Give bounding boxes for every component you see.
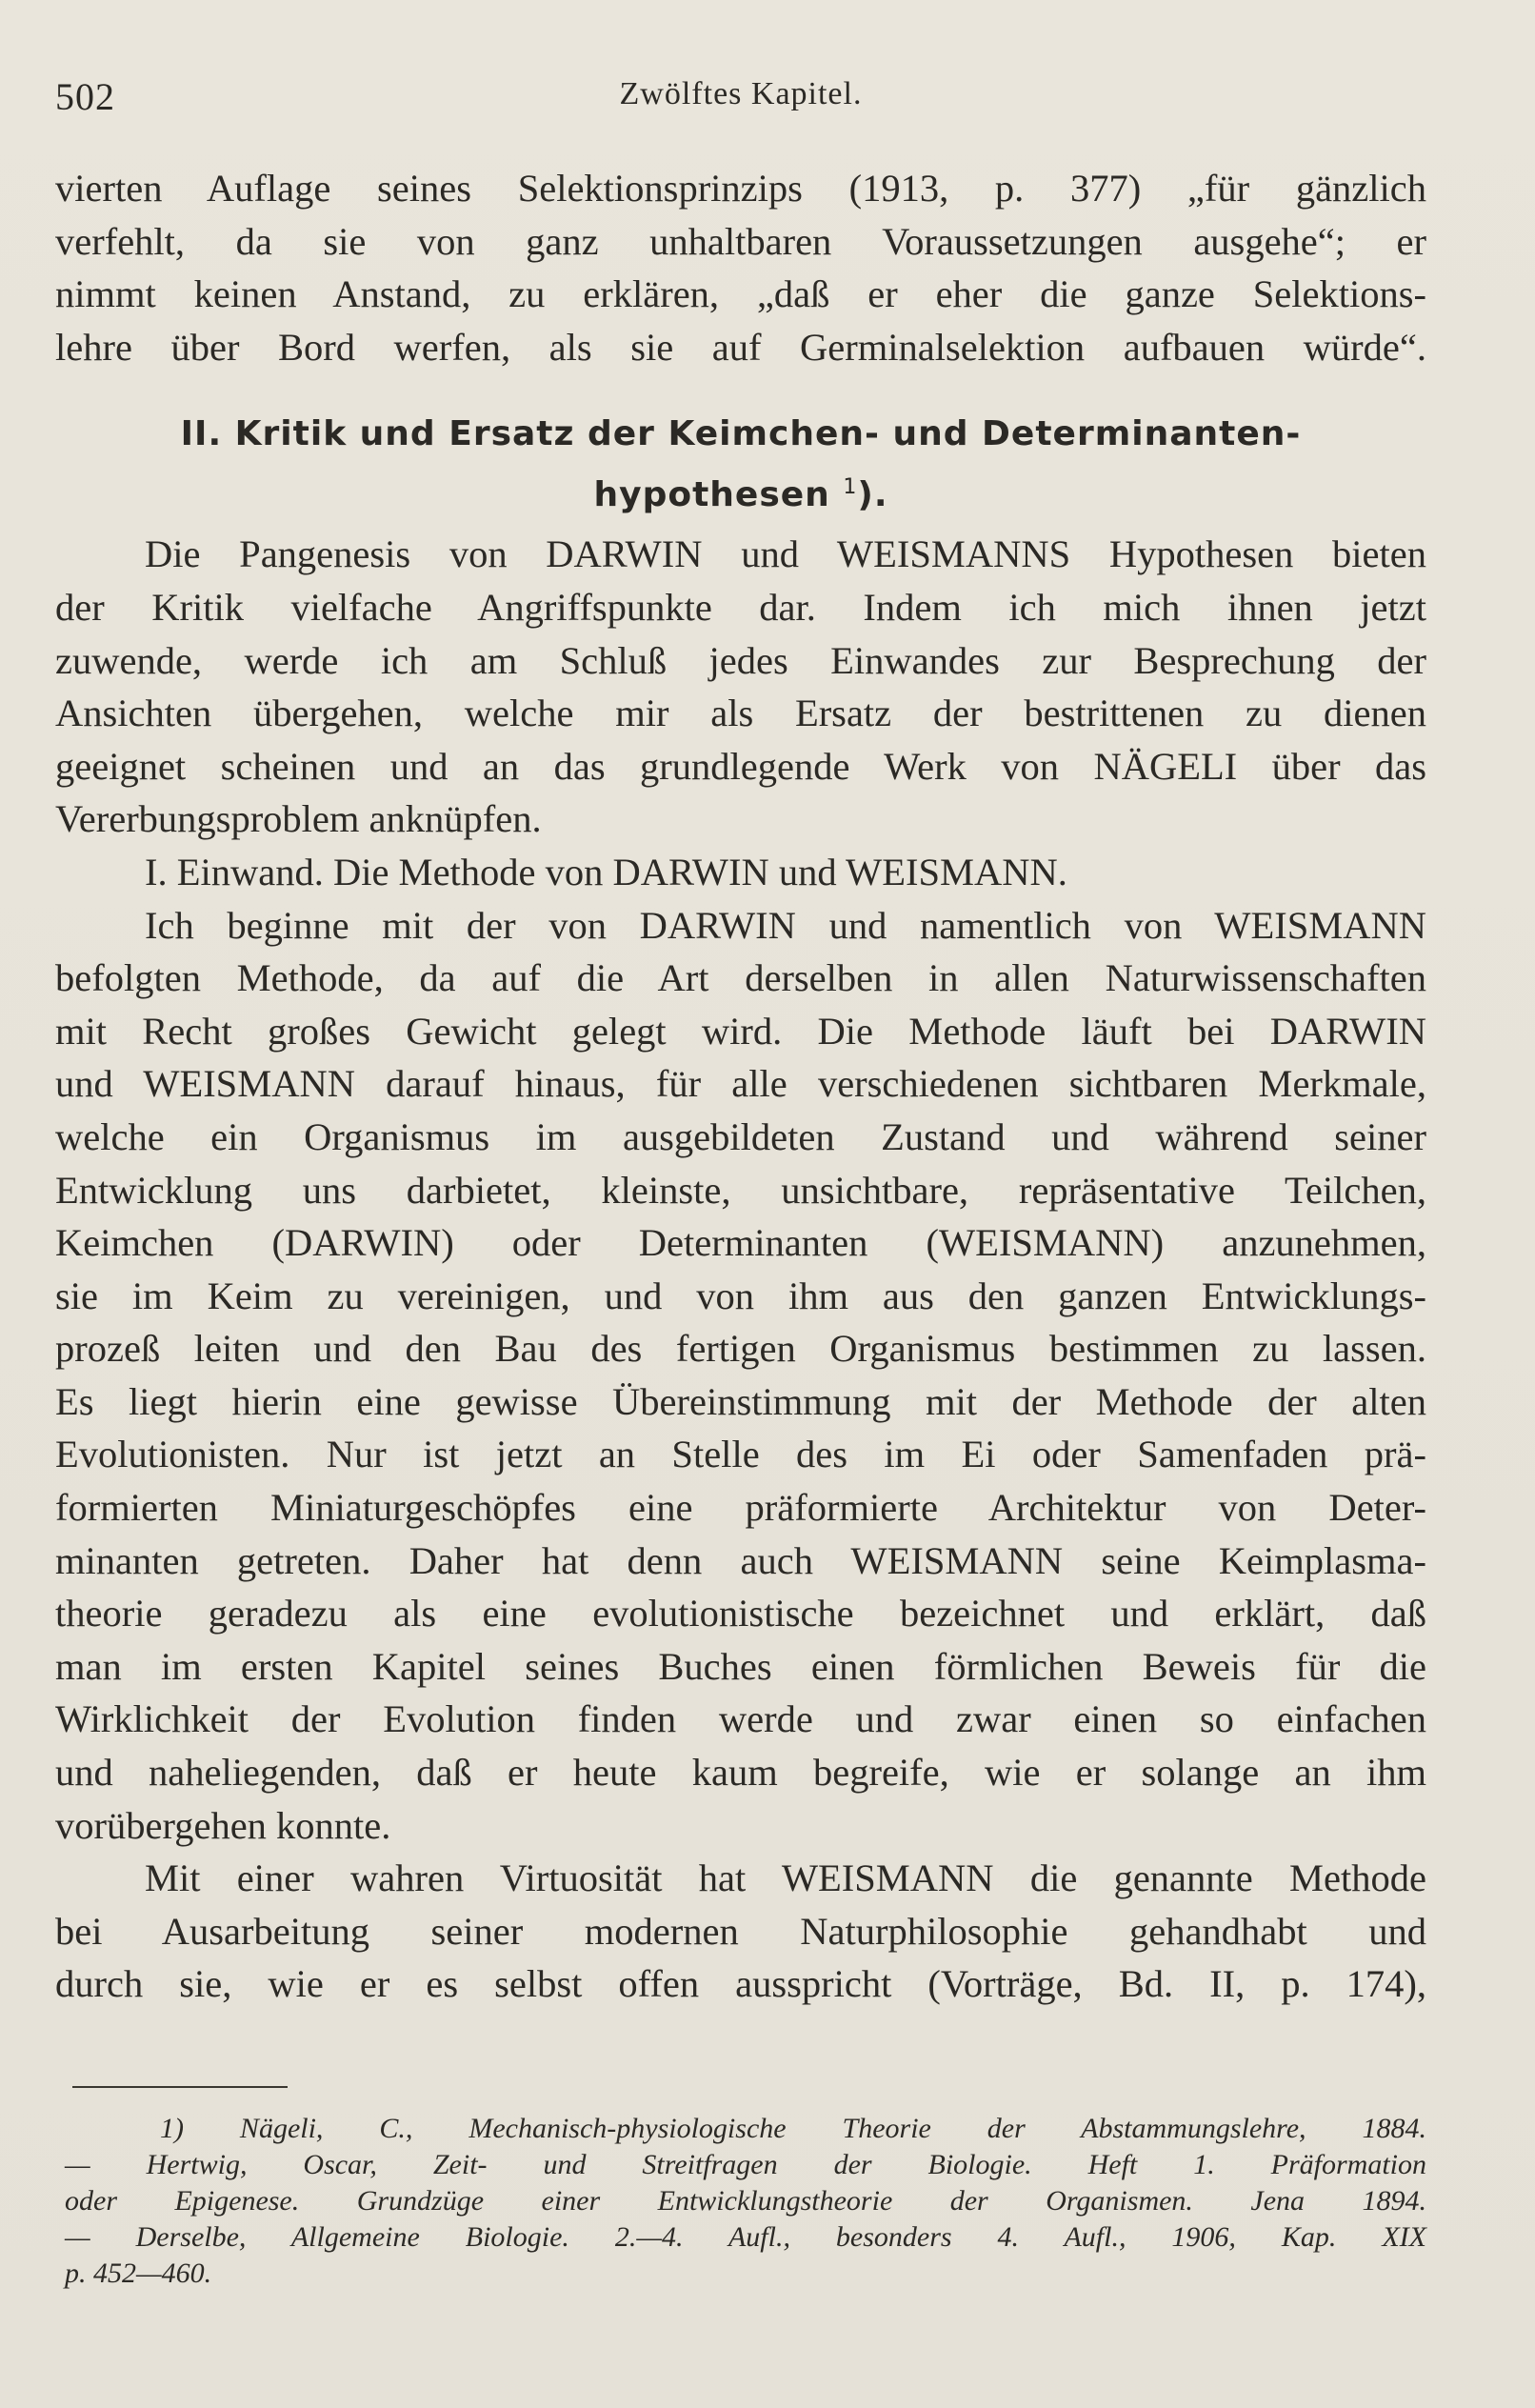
text-line: Ansichten übergehen, welche mir als Ersatz der bestrittenen zu dienen	[55, 692, 1426, 735]
text-line: mit Recht großes Gewicht gelegt wird. Die Methode läuft bei DARWIN	[55, 1009, 1426, 1053]
text-line: der Kritik vielfache Angriffspunkte dar. Indem ich mich ihnen jetzt	[55, 585, 1426, 629]
footnote-divider	[72, 2086, 288, 2088]
text-line: durch sie, wie er es selbst offen ausspricht (Vorträge, Bd. II, p. 174),	[55, 1962, 1426, 2006]
text-line: bei Ausarbeitung seiner modernen Naturphilosophie gehandhabt und	[55, 1909, 1426, 1953]
text-line: verfehlt, da sie von ganz unhaltbaren Voraussetzungen ausgehe“; er	[55, 219, 1426, 263]
text-line: Die Pangenesis von DARWIN und WEISMANNS Hypothesen bieten	[145, 532, 1426, 576]
text-line: Vererbungsproblem anknüpfen.	[55, 797, 542, 841]
section-heading-word: hypothesen	[593, 475, 830, 515]
text-line: prozeß leiten und den Bau des fertigen Organismus bestimmen zu lassen.	[55, 1327, 1426, 1371]
text-line: geeignet scheinen und an das grundlegende Werk von NÄGELI über das	[55, 744, 1426, 788]
text-line: man im ersten Kapitel seines Buches einen förmlichen Beweis für die	[55, 1644, 1426, 1688]
footnote-line: — Derselbe, Allgemeine Biologie. 2.—4. Aufl., besonders 4. Aufl., 1906, Kap. XIX	[65, 2221, 1426, 2253]
text-line: nimmt keinen Anstand, zu erklären, „daß er eher die ganze Selektions-	[55, 272, 1426, 316]
objection-heading: I. Einwand. Die Methode von DARWIN und WEISMANN.	[145, 850, 1067, 893]
text-line: Wirklichkeit der Evolution finden werde und zwar einen so einfachen	[55, 1697, 1426, 1741]
text-line: formierten Miniaturgeschöpfes eine präformierte Architektur von Deter-	[55, 1486, 1426, 1530]
footnote-line: oder Epigenese. Grundzüge einer Entwicklungstheorie der Organismen. Jena 1894.	[65, 2185, 1426, 2217]
footnote-marker: 1	[843, 475, 858, 500]
spacer	[55, 514, 1426, 528]
text-line: Es liegt hierin eine gewisse Übereinstimmung mit der Methode der alten	[55, 1379, 1426, 1423]
body-text	[55, 162, 1426, 2011]
text-line: vorübergehen konnte.	[55, 1803, 391, 1847]
text-line: zuwende, werde ich am Schluß jedes Einwandes zur Besprechung der	[55, 638, 1426, 682]
footnotes	[65, 2111, 1426, 2292]
page-number: 502	[55, 75, 115, 118]
text-line: Ich beginne mit der von DARWIN und namentlich von WEISMANN	[145, 903, 1426, 947]
section-heading-end: ).	[857, 475, 888, 515]
text-line: minanten getreten. Daher hat denn auch WEISMANN seine Keimplasma-	[55, 1538, 1426, 1582]
text-line: theorie geradezu als eine evolutionistische bezeichnet und erklärt, daß	[55, 1592, 1426, 1635]
running-title: Zwölftes Kapitel.	[619, 76, 863, 111]
text-line: und WEISMANN darauf hinaus, für alle verschiedenen sichtbaren Merkmale,	[55, 1062, 1426, 1106]
footnote-line: — Hertwig, Oscar, Zeit- und Streitfragen der Biologie. Heft 1. Präformation	[65, 2149, 1426, 2180]
text-line: sie im Keim zu vereinigen, und von ihm aus den ganzen Entwicklungs-	[55, 1274, 1426, 1317]
text-line: vierten Auflage seines Selektionsprinzips (1913, p. 377) „für gänzlich	[55, 167, 1426, 210]
section-heading-line-1: II. Kritik und Ersatz der Keimchen- und Determinanten-	[180, 414, 1302, 454]
section-heading-line-2	[55, 461, 1426, 514]
text-line: welche ein Organismus im ausgebildeten Zustand und während seiner	[55, 1114, 1426, 1158]
text-line: Mit einer wahren Virtuosität hat WEISMANN die genannte Methode	[145, 1856, 1426, 1900]
text-line: befolgten Methode, da auf die Art derselben in allen Naturwissenschaften	[55, 956, 1426, 1000]
text-line: Entwicklung uns darbietet, kleinste, unsichtbare, repräsentative Teilchen,	[55, 1168, 1426, 1212]
text-line: Keimchen (DARWIN) oder Determinanten (WEISMANN) anzunehmen,	[55, 1221, 1426, 1265]
footnote-line: p. 452—460.	[65, 2258, 212, 2289]
spacer	[55, 373, 1426, 408]
footnote-line: 1) Nägeli, C., Mechanisch-physiologische Theorie der Abstammungslehre, 1884.	[160, 2113, 1426, 2144]
text-line: lehre über Bord werfen, als sie auf Germinalselektion aufbauen würde“.	[55, 325, 1426, 369]
text-line: und naheliegenden, daß er heute kaum begreife, wie er solange an ihm	[55, 1751, 1426, 1795]
text-line: Evolutionisten. Nur ist jetzt an Stelle des im Ei oder Samenfaden prä-	[55, 1433, 1426, 1476]
page-header	[55, 69, 1426, 126]
